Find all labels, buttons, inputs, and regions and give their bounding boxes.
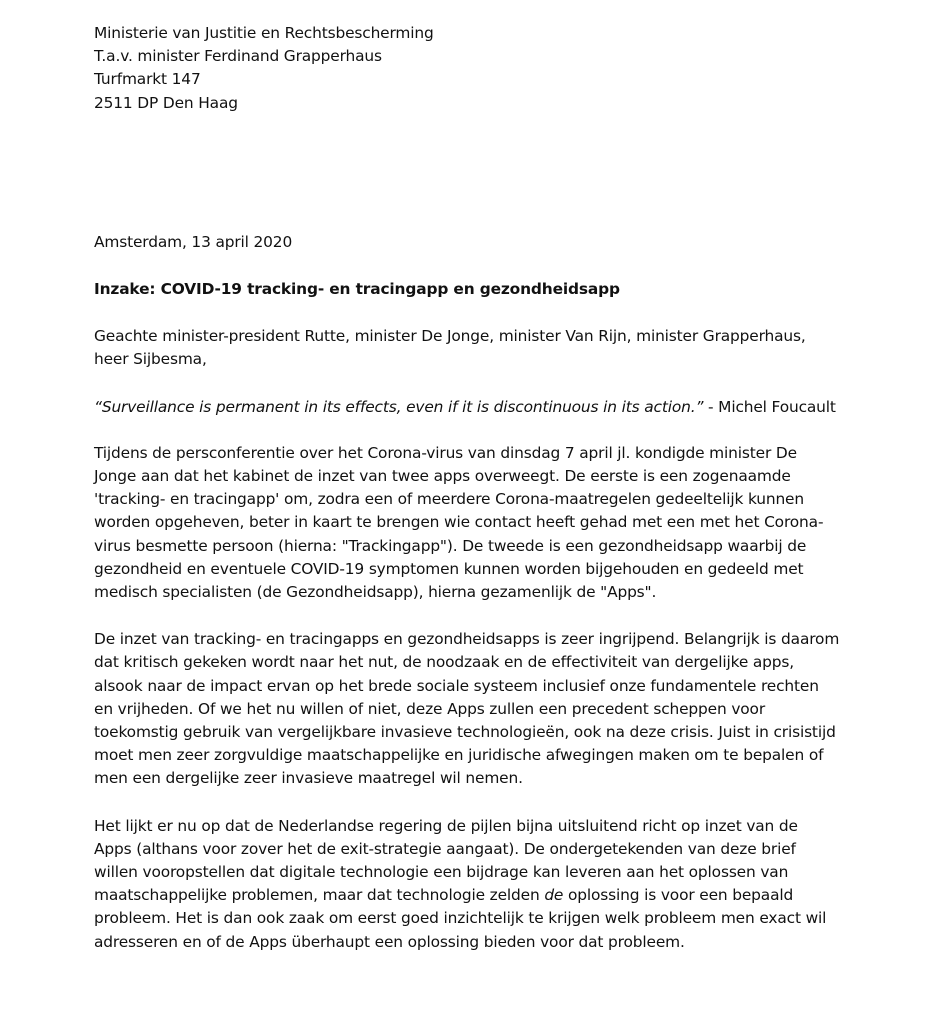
- paragraph-2: [94, 628, 894, 790]
- letter-date: Amsterdam, 13 april 2020: [94, 232, 293, 251]
- paragraph-line: 'tracking- en tracingapp' om, zodra een of meerdere Corona-maatregelen gedeeltelijk kunnen: [94, 490, 804, 509]
- epigraph-quote: [94, 396, 894, 419]
- paragraph-line: moet men zeer zorgvuldige maatschappelijke en juridische afwegingen maken om te bepalen of: [94, 746, 824, 765]
- paragraph-line: [94, 884, 894, 907]
- paragraph-line: men een dergelijke zeer invasieve maatregel wil nemen.: [94, 769, 523, 788]
- paragraph-line: en vrijheden. Of we het nu willen of niet, deze Apps zullen een precedent scheppen voor: [94, 699, 765, 718]
- quote-text: “Surveillance is permanent in its effects, even if it is discontinuous in its action.”: [94, 397, 704, 416]
- emphasized-word: de: [544, 886, 564, 905]
- paragraph-line: adresseren en of de Apps überhaupt een oplossing bieden voor dat probleem.: [94, 932, 685, 951]
- paragraph-line: toekomstig gebruik van vergelijkbare invasieve technologieën, ook na deze crisis. Juist in crisistijd: [94, 723, 836, 742]
- paragraph-line: medisch specialisten (de Gezondheidsapp), hierna gezamenlijk de "Apps".: [94, 583, 657, 602]
- quote-attribution: - Michel Foucault: [703, 397, 836, 416]
- paragraph-text: maatschappelijke problemen, maar dat technologie zelden: [94, 886, 545, 905]
- recipient-line: Ministerie van Justitie en Rechtsbescherming: [94, 24, 434, 42]
- paragraph-line: worden opgeheven, beter in kaart te brengen wie contact heeft gehad met een met het Corona-: [94, 513, 824, 532]
- recipient-line: 2511 DP Den Haag: [94, 93, 238, 112]
- paragraph-line: probleem. Het is dan ook zaak om eerst goed inzichtelijk te krijgen welk probleem men exact wil: [94, 909, 827, 928]
- paragraph-line: De inzet van tracking- en tracingapps en gezondheidsapps is zeer ingrijpend. Belangrijk is daarom: [94, 630, 840, 649]
- paragraph-line: Jonge aan dat het kabinet de inzet van twee apps overweegt. De eerste is een zogenaamde: [94, 467, 791, 486]
- recipient-line: Turfmarkt 147: [94, 70, 201, 89]
- letter-page: [94, 22, 894, 954]
- paragraph-line: willen vooropstellen dat digitale technologie een bijdrage kan leveren aan het oplossen van: [94, 863, 789, 882]
- salutation-line: Geachte minister-president Rutte, minister De Jonge, minister Van Rijn, minister Grapperhaus,: [94, 327, 806, 346]
- salutation-line: heer Sijbesma,: [94, 350, 207, 369]
- paragraph-line: virus besmette persoon (hierna: "Trackingapp"). De tweede is een gezondheidsapp waarbij de: [94, 536, 807, 555]
- salutation: [94, 325, 894, 371]
- letter-subject: Inzake: COVID-19 tracking- en tracingapp en gezondheidsapp: [94, 280, 620, 299]
- paragraph-line: alsook naar de impact ervan op het brede sociale systeem inclusief onze fundamentele rechten: [94, 676, 819, 695]
- recipient-address: [94, 22, 894, 115]
- paragraph-text: oplossing is voor een bepaald: [563, 886, 794, 905]
- paragraph-line: Het lijkt er nu op dat de Nederlandse regering de pijlen bijna uitsluitend richt op inzet van de: [94, 816, 798, 835]
- paragraph-line: Tijdens de persconferentie over het Corona-virus van dinsdag 7 april jl. kondigde minister De: [94, 443, 797, 462]
- paragraph-line: dat kritisch gekeken wordt naar het nut, de noodzaak en de effectiviteit van dergelijke apps,: [94, 653, 795, 672]
- paragraph-line: Apps (althans voor zover het de exit-strategie aangaat). De ondergetekenden van deze brief: [94, 839, 796, 858]
- paragraph-line: gezondheid en eventuele COVID-19 symptomen kunnen worden bijgehouden en gedeeld met: [94, 559, 804, 578]
- paragraph-1: [94, 442, 894, 604]
- paragraph-3: [94, 815, 894, 954]
- recipient-line: T.a.v. minister Ferdinand Grapperhaus: [94, 47, 382, 66]
